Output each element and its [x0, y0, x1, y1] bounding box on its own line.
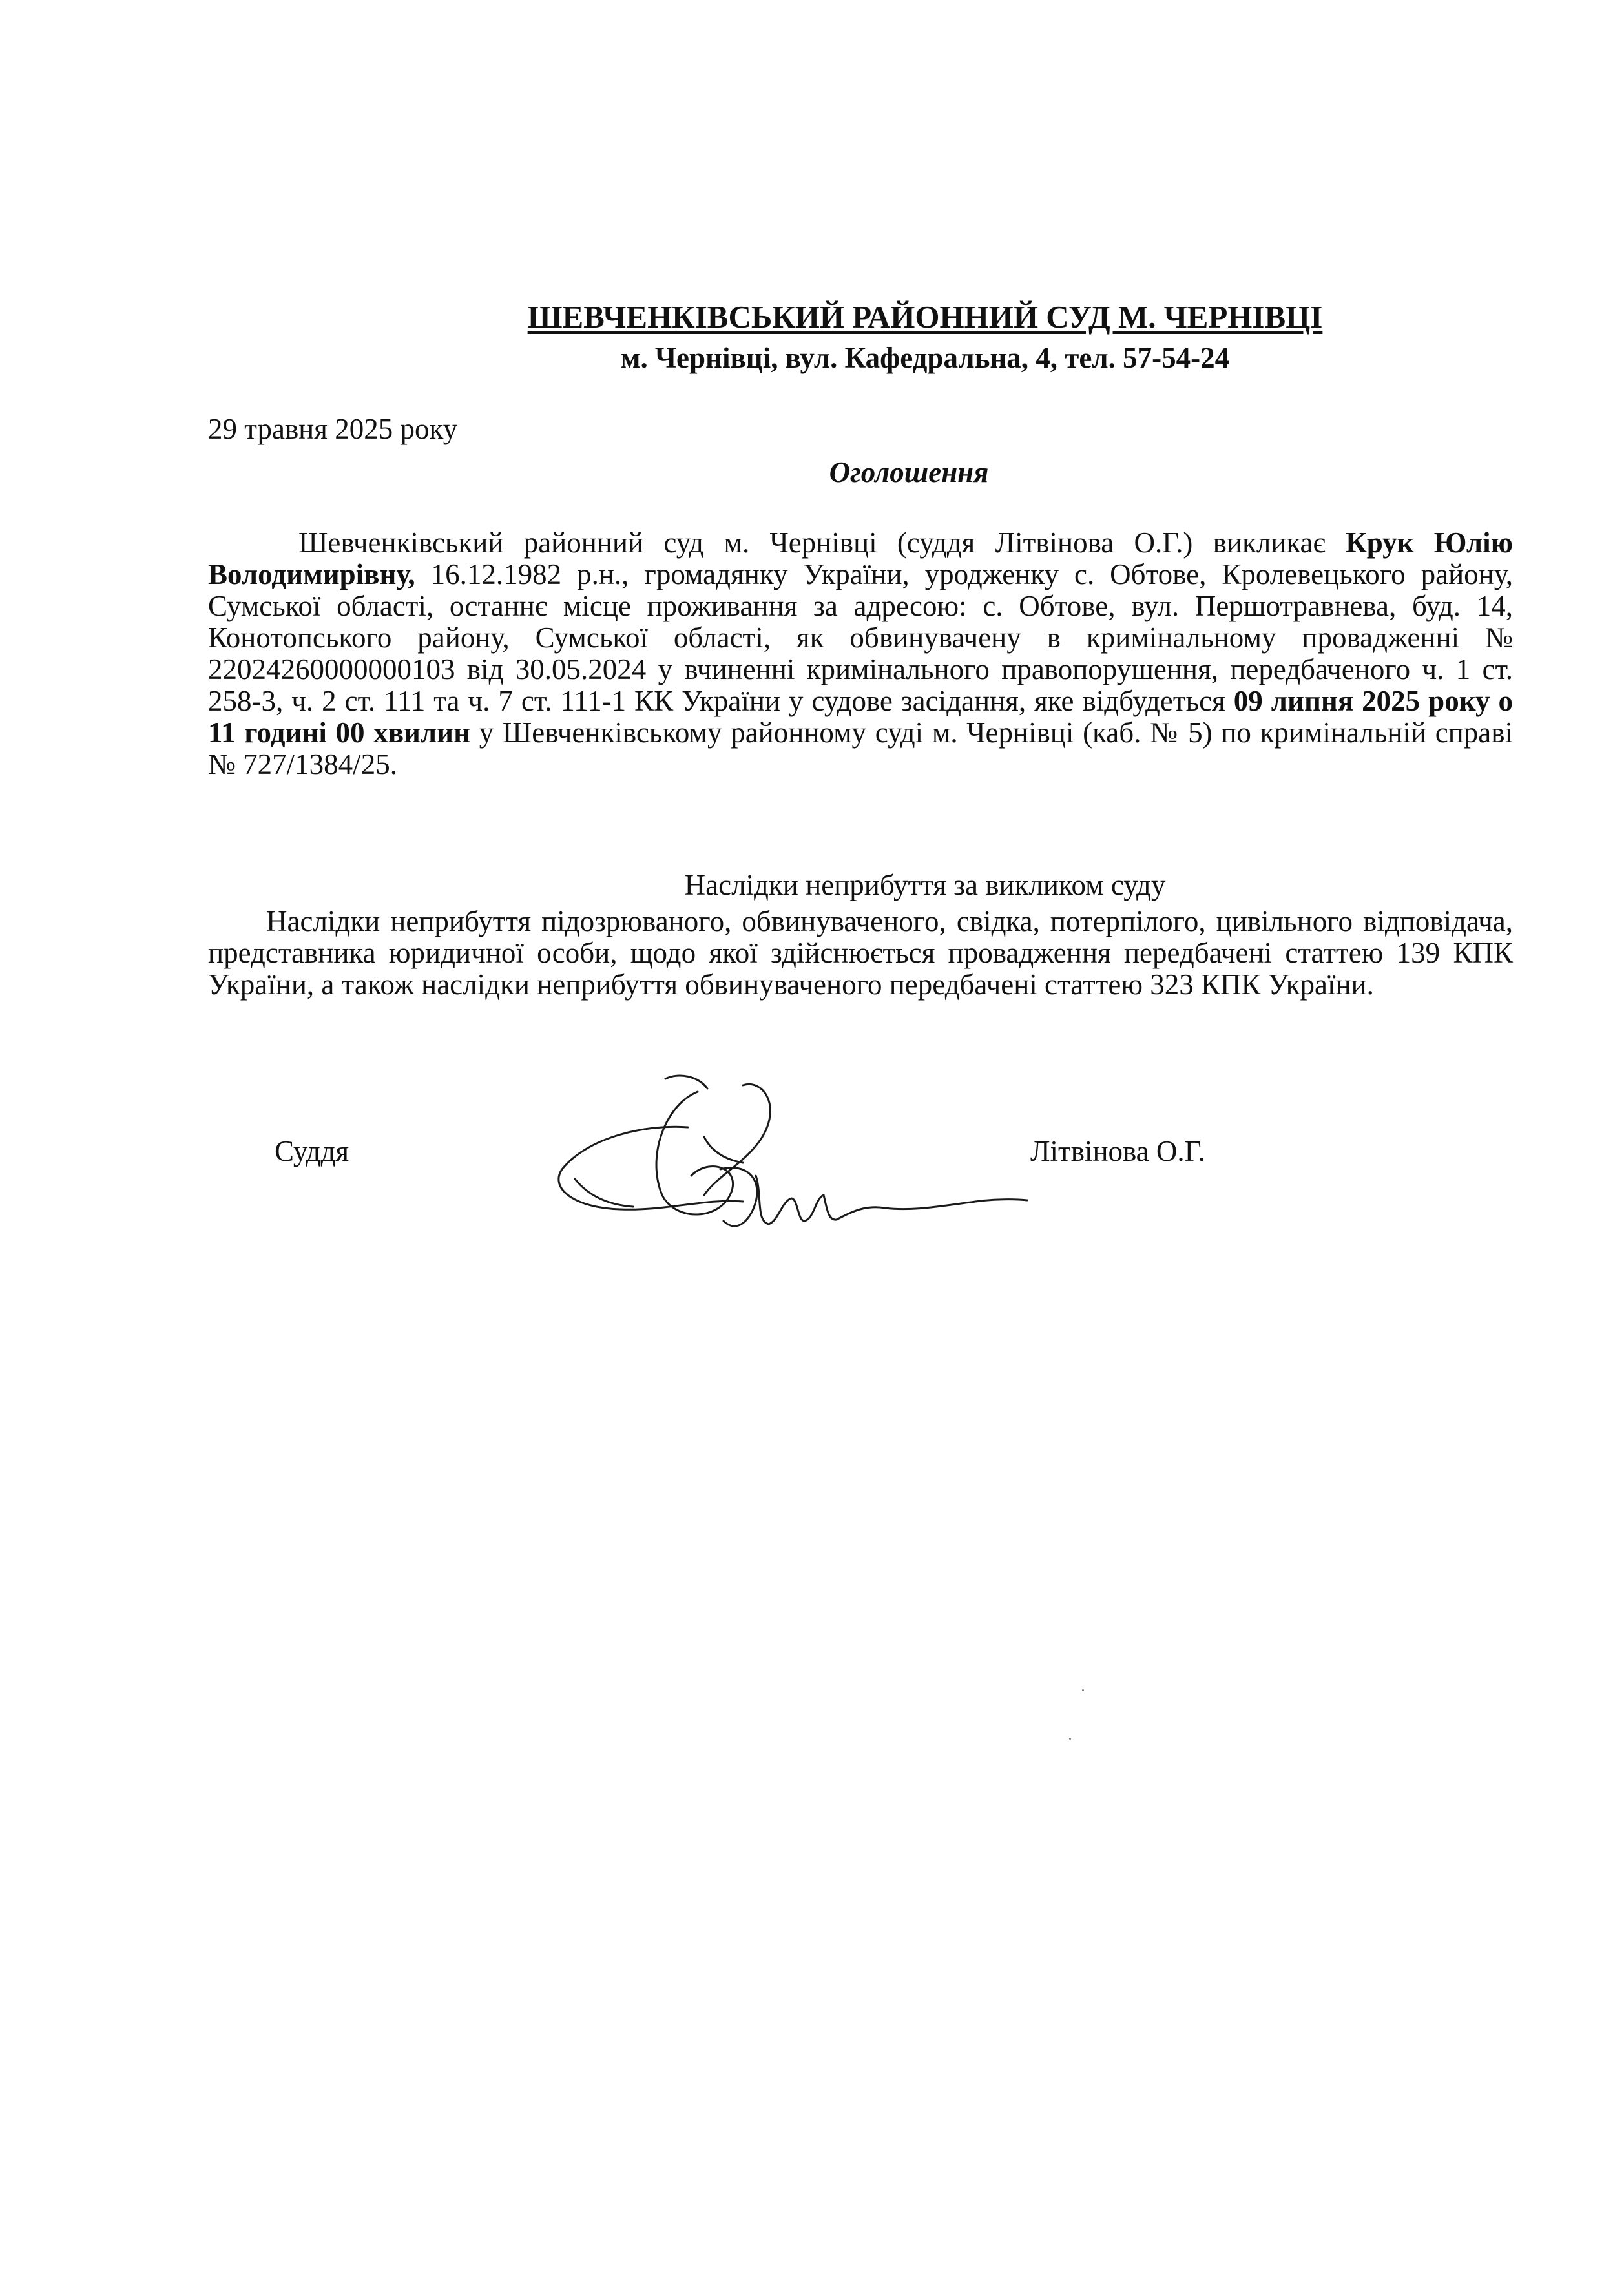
court-address: [0, 341, 1624, 375]
court-header: [0, 298, 1624, 335]
court-name: ШЕВЧЕНКІВСЬКИЙ РАЙОННИЙ СУД М. ЧЕРНІВЦІ: [527, 299, 1323, 335]
consequences-paragraph: Наслідки неприбуття підозрюваного, обвинуваченого, свідка, потерпілого, цивільного відповідача, представника юридичної особи, щодо якої здійснюється провадження передбачені статтею 139 КПК України, а також наслідки неприбуття обвинуваченого передбачені статтею 323 КПК України.: [208, 905, 1513, 1001]
announcement-paragraph: [208, 527, 1513, 780]
document-date: 29 травня 2025 року: [208, 413, 458, 445]
document-title-text: Оголошення: [829, 456, 989, 488]
announcement-text-1: Шевченківський районний суд м. Чернівці (суддя Літвінова О.Г.) викликає: [298, 526, 1346, 559]
consequences-heading-text: Наслідки неприбуття за викликом суду: [684, 869, 1166, 901]
handwritten-signature: [549, 1066, 1040, 1260]
scan-speck: [1069, 1738, 1071, 1740]
judge-label: Суддя: [275, 1135, 349, 1167]
judge-name: Літвінова О.Г.: [1030, 1135, 1205, 1167]
hearing-datetime: 09 липня 2025 року о 11 годині 00 хвилин: [208, 685, 1513, 749]
document-title: [0, 455, 1624, 489]
announcement-text-3: у Шевченківському районному суді м. Чернівці (каб. № 5) по кримінальній справі № 727/1384/25.: [208, 716, 1513, 780]
court-address-text: м. Чернівці, вул. Кафедральна, 4, тел. 57-54-24: [620, 342, 1230, 374]
announcement-text-2: 16.12.1982 р.н., громадянку України, уродженку с. Обтове, Кролевецького району, Сумської області, останнє місце проживання за адресою: с. Обтове, вул. Першотравнева, буд. 14, Конотопського району, Сумської області, як обвинувачену в кримінальному провадженні № 22024260000000103 від 30.05.2024 у вчиненні кримінального правопорушення, передбаченого ч. 1 ст. 258-3, ч. 2 ст. 111 та ч. 7 ст. 111-1 КК України у судове засідання, яке відбудеться: [208, 558, 1513, 717]
consequences-heading: [0, 868, 1624, 902]
scan-speck: [1082, 1689, 1084, 1691]
accused-name: Крук Юлію Володимирівну,: [208, 526, 1514, 590]
